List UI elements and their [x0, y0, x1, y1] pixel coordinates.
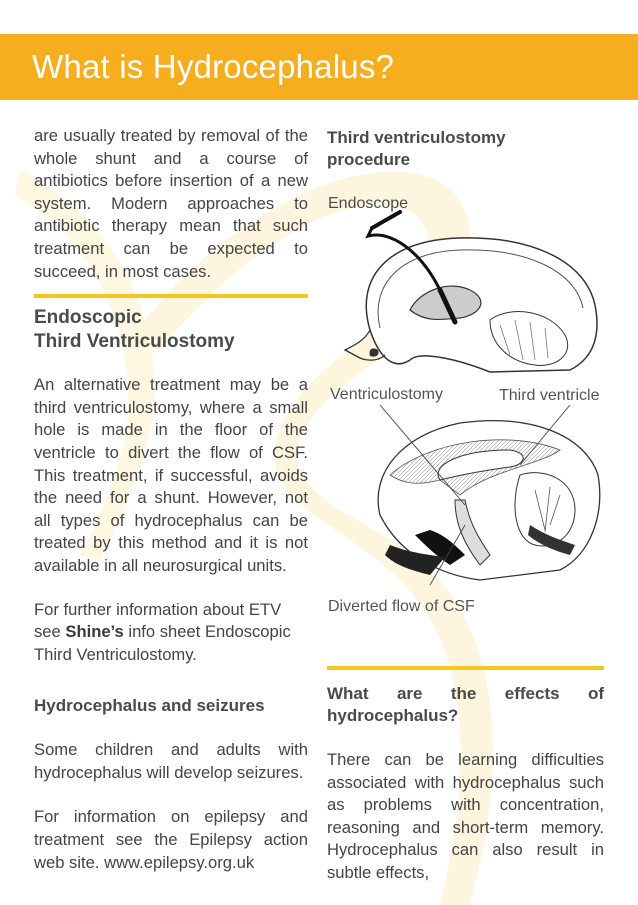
seizures-heading: Hydrocephalus and seizures: [34, 696, 265, 716]
brain-sagittal-diagram: [340, 210, 610, 380]
endoscopic-heading-line1: Endoscopic: [34, 307, 142, 329]
section-divider: [34, 294, 308, 298]
procedure-title-line1: Third ventriculostomy: [327, 128, 506, 147]
seizures-paragraph: Some children and adults with hydrocephalus will develop seizures.: [34, 740, 308, 782]
procedure-title-line2: procedure: [327, 150, 411, 169]
procedure-title: [327, 127, 604, 171]
endoscopic-heading-line2: Third Ventriculostomy: [34, 331, 235, 353]
endoscope-label: Endoscope: [328, 195, 409, 212]
endoscopic-paragraph: An alternative treatment may be a third ventriculostomy, where a small hole is made in the floor of the ventricle to divert the flow of CSF. This treatment, if successful, avoids the need for a shunt. However, not all types of hydrocephalus can be treated by this method and it is not available in all neurosurgical units.: [34, 375, 308, 575]
shine-name: Shine’s: [65, 622, 124, 642]
page-title: What is Hydrocephalus?: [32, 48, 395, 85]
etv-info-text-start: For further information about ETV see: [34, 599, 282, 642]
intro-paragraph: are usually treated by removal of the whole shunt and a course of antibiotics before insertion of a new system. Modern approaches to antibiotic therapy mean that such treatment can be expected to succeed, in most cases.: [34, 126, 308, 281]
effects-section: [327, 666, 604, 885]
etv-info-paragraph: [34, 599, 308, 667]
effects-paragraph: There can be learning difficulties associated with hydrocephalus such as problems with concentration, reasoning and short-term memory. Hydrocephalus can also result in subtle effects,: [327, 750, 604, 882]
third-ventricle-detail-diagram: [370, 405, 605, 590]
third-ventricle-label: Third ventricle: [499, 387, 600, 404]
effects-heading: What are the effects of hydrocephalus?: [327, 684, 604, 725]
title-banner: [0, 34, 638, 100]
left-column: [34, 125, 308, 874]
etv-info-text-end: info sheet Endoscopic Third Ventriculostomy.: [34, 622, 291, 664]
epilepsy-info-paragraph: For information on epilepsy and treatment see the Epilepsy action web site. www.epilepsy.org.uk: [34, 807, 308, 872]
effects-divider: [327, 666, 604, 670]
ventriculostomy-label: Ventriculostomy: [330, 386, 443, 403]
diverted-flow-label: Diverted flow of CSF: [328, 598, 475, 615]
